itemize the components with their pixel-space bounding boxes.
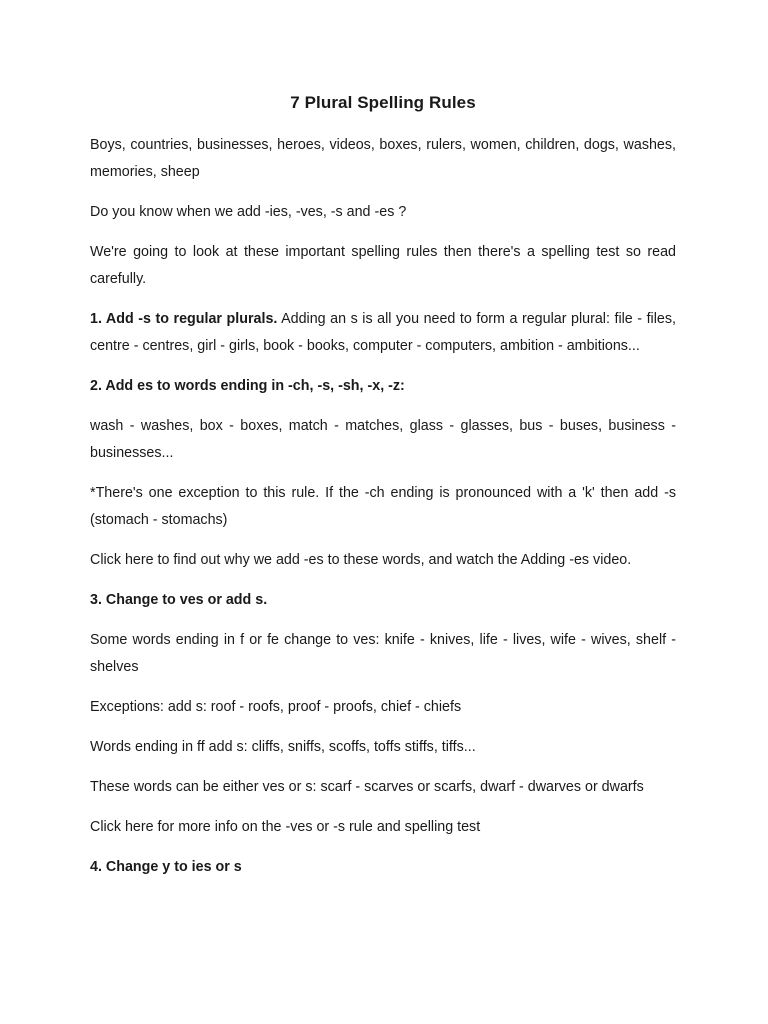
intro-note: We're going to look at these important spelling rules then there's a spelling test so read carefully. <box>90 244 676 287</box>
page-title: 7 Plural Spelling Rules <box>290 93 476 112</box>
intro-words: Boys, countries, businesses, heroes, videos, boxes, rulers, women, children, dogs, washes, memories, sheep <box>90 137 676 180</box>
rule3-heading: 3. Change to ves or add s. <box>90 592 268 608</box>
rule3-exceptions: Exceptions: add s: roof - roofs, proof - proofs, chief - chiefs <box>90 699 462 715</box>
rule3-text: Some words ending in f or fe change to ves: knife - knives, life - lives, wife - wives, shelf - shelves <box>90 632 676 675</box>
rule4-heading: 4. Change y to ies or s <box>90 859 242 875</box>
rule2-examples: wash - washes, box - boxes, match - matches, glass - glasses, bus - buses, business - businesses... <box>90 418 676 461</box>
rule3-link[interactable]: Click here for more info on the -ves or -s rule and spelling test <box>90 819 481 835</box>
rule2-link[interactable]: Click here to find out why we add -es to these words, and watch the Adding -es video. <box>90 552 632 568</box>
document-page <box>90 92 676 894</box>
rule1-paragraph <box>90 306 676 360</box>
rule2-heading: 2. Add es to words ending in -ch, -s, -sh, -x, -z: <box>90 378 405 394</box>
rule1-heading: 1. Add -s to regular plurals. <box>90 311 278 327</box>
intro-question: Do you know when we add -ies, -ves, -s and -es ? <box>90 204 407 220</box>
rule2-exception: *There's one exception to this rule. If the -ch ending is pronounced with a 'k' then add -s (stomach - stomachs) <box>90 485 676 528</box>
rule3-either: These words can be either ves or s: scarf - scarves or scarfs, dwarf - dwarves or dwarfs <box>90 779 644 795</box>
rule3-ff-words: Words ending in ff add s: cliffs, sniffs, scoffs, toffs stiffs, tiffs... <box>90 739 476 755</box>
rule1-text: Adding an s is all you need to form a regular plural: file - files, centre - centres, girl - girls, book - books, computer - computers, ambition - ambitions... <box>90 311 676 354</box>
